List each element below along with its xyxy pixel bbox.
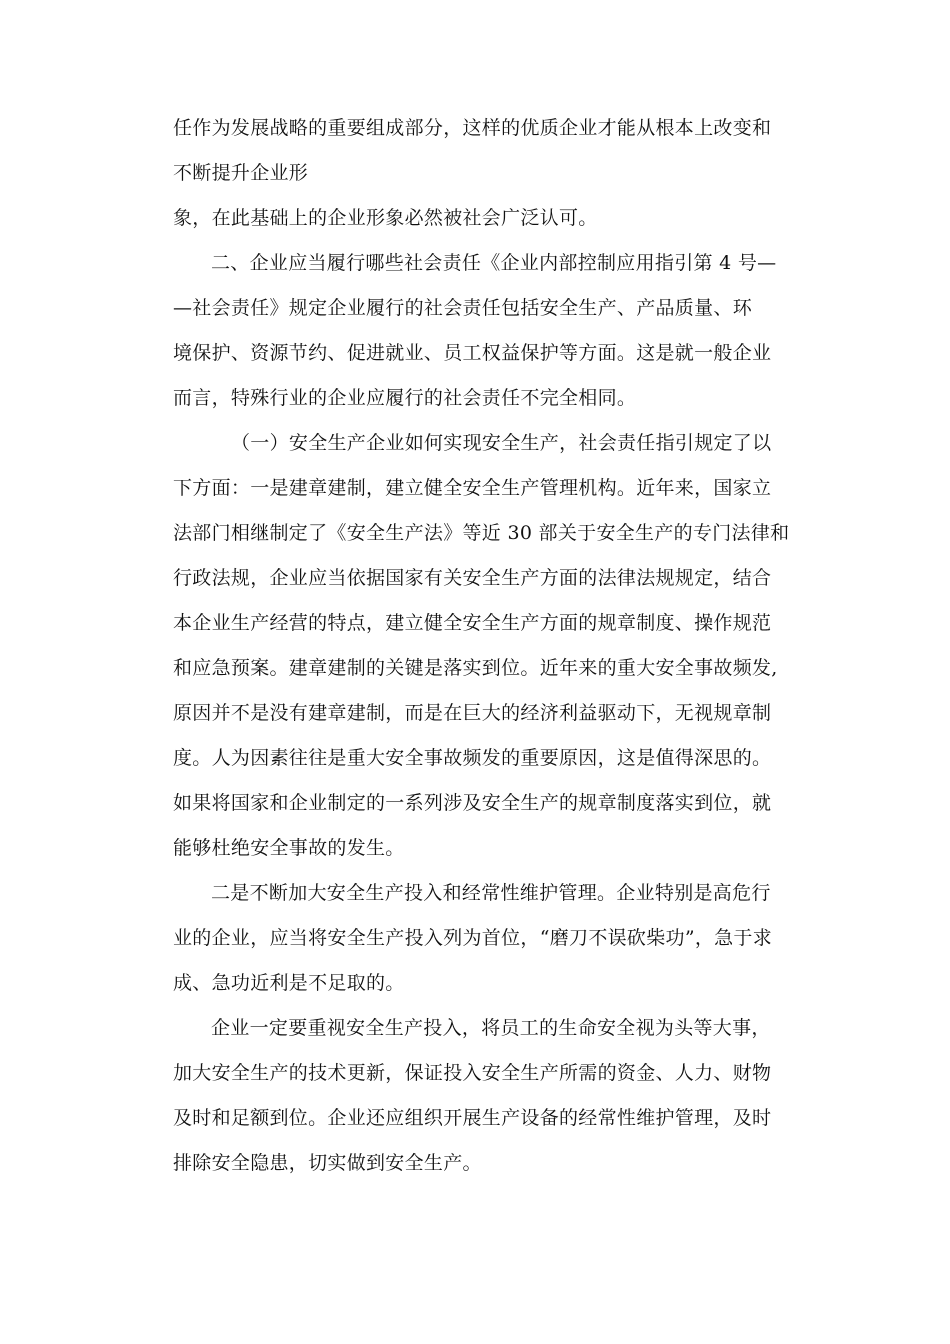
text-line: 和应急预案。建章建制的关键是落实到位。近年来的重大安全事故频发, bbox=[173, 657, 778, 679]
text-line: 二是不断加大安全生产投入和经常性维护管理。企业特别是高危行 bbox=[211, 882, 771, 904]
text-line: 企业一定要重视安全生产投入，将员工的生命安全视为头等大事， bbox=[211, 1017, 771, 1039]
text-line: 成、急功近利是不足取的。 bbox=[173, 972, 405, 994]
text-line: 象，在此基础上的企业形象必然被社会广泛认可。 bbox=[173, 207, 598, 229]
text-line: （一）安全生产企业如何实现安全生产，社会责任指引规定了以 bbox=[231, 432, 772, 454]
text-line: 本企业生产经营的特点，建立健全安全生产方面的规章制度、操作规范 bbox=[173, 612, 772, 634]
text-line: 二、企业应当履行哪些社会责任《企业内部控制应用指引第 4 号— bbox=[211, 252, 777, 274]
text-line: 度。人为因素往往是重大安全事故频发的重要原因，这是值得深思的。 bbox=[173, 747, 772, 769]
text-line: 而言，特殊行业的企业应履行的社会责任不完全相同。 bbox=[173, 387, 637, 409]
text-line: 业的企业，应当将安全生产投入列为首位，“磨刀不误砍柴功”，急于求 bbox=[173, 927, 773, 949]
text-line: 加大安全生产的技术更新，保证投入安全生产所需的资金、人力、财物 bbox=[173, 1062, 772, 1084]
text-line: 能够杜绝安全事故的发生。 bbox=[173, 837, 405, 859]
text-line: 原因并不是没有建章建制，而是在巨大的经济利益驱动下，无视规章制 bbox=[173, 702, 772, 724]
text-line: 行政法规，企业应当依据国家有关安全生产方面的法律法规规定，结合 bbox=[173, 567, 772, 589]
text-line: 境保护、资源节约、促进就业、员工权益保护等方面。这是就一般企业 bbox=[173, 342, 772, 364]
text-line: 如果将国家和企业制定的一系列涉及安全生产的规章制度落实到位，就 bbox=[173, 792, 772, 814]
text-line: 法部门相继制定了《安全生产法》等近 30 部关于安全生产的专门法律和 bbox=[173, 522, 790, 544]
text-line: 排除安全隐患，切实做到安全生产。 bbox=[173, 1152, 482, 1174]
text-line: 任作为发展战略的重要组成部分，这样的优质企业才能从根本上改变和 bbox=[173, 117, 772, 139]
text-line: 不断提升企业形 bbox=[173, 162, 309, 184]
text-line: —社会责任》规定企业履行的社会责任包括安全生产、产品质量、环 bbox=[173, 297, 753, 319]
text-line: 及时和足额到位。企业还应组织开展生产设备的经常性维护管理，及时 bbox=[173, 1107, 772, 1129]
text-line: 下方面：一是建章建制，建立健全安全生产管理机构。近年来，国家立 bbox=[173, 477, 772, 499]
